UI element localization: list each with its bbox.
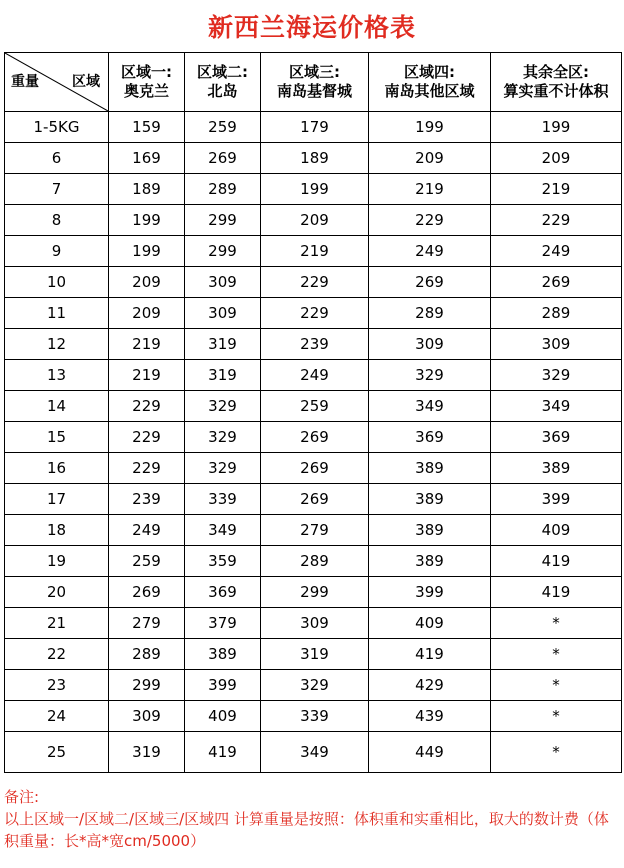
cell-zone-2: 269 xyxy=(185,143,261,174)
cell-weight: 9 xyxy=(5,236,109,267)
cell-other-zones: * xyxy=(491,701,622,732)
cell-zone-4: 309 xyxy=(369,329,491,360)
cell-zone-1: 219 xyxy=(109,360,185,391)
table-body xyxy=(5,112,622,773)
notes-label: 备注: xyxy=(4,788,40,806)
cell-zone-2: 319 xyxy=(185,360,261,391)
table-row xyxy=(5,670,622,701)
cell-zone-1: 249 xyxy=(109,515,185,546)
cell-other-zones: 269 xyxy=(491,267,622,298)
table-row xyxy=(5,267,622,298)
cell-zone-4: 389 xyxy=(369,515,491,546)
cell-zone-4: 199 xyxy=(369,112,491,143)
cell-weight: 15 xyxy=(5,422,109,453)
cell-weight: 12 xyxy=(5,329,109,360)
table-row xyxy=(5,329,622,360)
table-row xyxy=(5,174,622,205)
cell-zone-4: 229 xyxy=(369,205,491,236)
table-row xyxy=(5,422,622,453)
cell-other-zones: 209 xyxy=(491,143,622,174)
cell-zone-1: 299 xyxy=(109,670,185,701)
cell-zone-1: 229 xyxy=(109,453,185,484)
cell-zone-2: 329 xyxy=(185,391,261,422)
table-row xyxy=(5,205,622,236)
cell-zone-2: 329 xyxy=(185,422,261,453)
cell-zone-2: 389 xyxy=(185,639,261,670)
cell-zone-4: 439 xyxy=(369,701,491,732)
cell-weight: 16 xyxy=(5,453,109,484)
cell-zone-4: 389 xyxy=(369,453,491,484)
corner-label-zone: 区域 xyxy=(72,74,100,90)
cell-zone-2: 419 xyxy=(185,732,261,773)
cell-zone-2: 309 xyxy=(185,298,261,329)
cell-zone-3: 179 xyxy=(261,112,369,143)
cell-other-zones: * xyxy=(491,608,622,639)
cell-zone-3: 239 xyxy=(261,329,369,360)
cell-zone-2: 359 xyxy=(185,546,261,577)
cell-zone-2: 379 xyxy=(185,608,261,639)
cell-other-zones: 249 xyxy=(491,236,622,267)
cell-zone-1: 169 xyxy=(109,143,185,174)
cell-zone-3: 209 xyxy=(261,205,369,236)
header-zone-1: 区域一: 奥克兰 xyxy=(109,53,185,112)
cell-weight: 21 xyxy=(5,608,109,639)
cell-weight: 22 xyxy=(5,639,109,670)
cell-weight: 14 xyxy=(5,391,109,422)
table-row xyxy=(5,577,622,608)
page-title: 新西兰海运价格表 xyxy=(207,13,416,42)
cell-other-zones: 389 xyxy=(491,453,622,484)
cell-weight: 23 xyxy=(5,670,109,701)
cell-zone-3: 219 xyxy=(261,236,369,267)
cell-other-zones: * xyxy=(491,732,622,773)
cell-zone-4: 389 xyxy=(369,546,491,577)
cell-zone-2: 339 xyxy=(185,484,261,515)
cell-zone-2: 309 xyxy=(185,267,261,298)
cell-zone-2: 289 xyxy=(185,174,261,205)
notes xyxy=(4,786,622,852)
notes-text: 以上区域一/区域二/区域三/区域四 计算重量是按照：体积重和实重相比，取大的数计费（体积重量：长*高*宽cm/5000） xyxy=(4,810,609,850)
cell-zone-3: 199 xyxy=(261,174,369,205)
table-row xyxy=(5,608,622,639)
cell-zone-3: 349 xyxy=(261,732,369,773)
corner-label-weight: 重量 xyxy=(11,74,39,90)
table-row xyxy=(5,298,622,329)
cell-zone-1: 269 xyxy=(109,577,185,608)
cell-zone-2: 409 xyxy=(185,701,261,732)
cell-zone-3: 279 xyxy=(261,515,369,546)
cell-weight: 17 xyxy=(5,484,109,515)
cell-other-zones: 199 xyxy=(491,112,622,143)
cell-weight: 13 xyxy=(5,360,109,391)
cell-other-zones: 349 xyxy=(491,391,622,422)
table-row xyxy=(5,515,622,546)
cell-other-zones: 369 xyxy=(491,422,622,453)
cell-zone-1: 289 xyxy=(109,639,185,670)
cell-zone-4: 219 xyxy=(369,174,491,205)
cell-zone-1: 239 xyxy=(109,484,185,515)
cell-other-zones: * xyxy=(491,670,622,701)
cell-zone-2: 369 xyxy=(185,577,261,608)
cell-weight: 1-5KG xyxy=(5,112,109,143)
header-zone-4: 区域四: 南岛其他区域 xyxy=(369,53,491,112)
cell-zone-1: 229 xyxy=(109,422,185,453)
cell-zone-4: 409 xyxy=(369,608,491,639)
header-zone-2: 区域二: 北岛 xyxy=(185,53,261,112)
cell-weight: 20 xyxy=(5,577,109,608)
cell-other-zones: 419 xyxy=(491,546,622,577)
cell-zone-3: 329 xyxy=(261,670,369,701)
table-row xyxy=(5,391,622,422)
cell-zone-1: 159 xyxy=(109,112,185,143)
cell-zone-4: 209 xyxy=(369,143,491,174)
cell-other-zones: 289 xyxy=(491,298,622,329)
table-row xyxy=(5,143,622,174)
table-header-row xyxy=(5,53,622,112)
cell-zone-4: 429 xyxy=(369,670,491,701)
header-zone-3: 区域三: 南岛基督城 xyxy=(261,53,369,112)
cell-zone-1: 199 xyxy=(109,205,185,236)
table-row xyxy=(5,112,622,143)
table-row xyxy=(5,701,622,732)
cell-zone-3: 269 xyxy=(261,453,369,484)
table-row xyxy=(5,484,622,515)
cell-zone-4: 389 xyxy=(369,484,491,515)
cell-zone-2: 319 xyxy=(185,329,261,360)
cell-zone-4: 419 xyxy=(369,639,491,670)
corner-header xyxy=(5,53,109,112)
cell-zone-4: 269 xyxy=(369,267,491,298)
table-row xyxy=(5,236,622,267)
cell-weight: 7 xyxy=(5,174,109,205)
cell-zone-1: 309 xyxy=(109,701,185,732)
cell-zone-2: 299 xyxy=(185,236,261,267)
price-table xyxy=(4,52,622,773)
cell-weight: 25 xyxy=(5,732,109,773)
table-row xyxy=(5,639,622,670)
cell-zone-4: 369 xyxy=(369,422,491,453)
cell-zone-4: 289 xyxy=(369,298,491,329)
cell-zone-1: 199 xyxy=(109,236,185,267)
table-row xyxy=(5,360,622,391)
cell-zone-3: 189 xyxy=(261,143,369,174)
cell-zone-1: 209 xyxy=(109,267,185,298)
cell-zone-2: 349 xyxy=(185,515,261,546)
cell-weight: 24 xyxy=(5,701,109,732)
cell-zone-3: 269 xyxy=(261,484,369,515)
table-row xyxy=(5,453,622,484)
cell-zone-3: 229 xyxy=(261,298,369,329)
cell-weight: 6 xyxy=(5,143,109,174)
cell-zone-3: 289 xyxy=(261,546,369,577)
cell-other-zones: 219 xyxy=(491,174,622,205)
cell-zone-3: 259 xyxy=(261,391,369,422)
cell-other-zones: 409 xyxy=(491,515,622,546)
cell-weight: 11 xyxy=(5,298,109,329)
cell-zone-1: 279 xyxy=(109,608,185,639)
cell-other-zones: 419 xyxy=(491,577,622,608)
cell-zone-1: 229 xyxy=(109,391,185,422)
cell-other-zones: * xyxy=(491,639,622,670)
cell-zone-3: 229 xyxy=(261,267,369,298)
cell-zone-1: 209 xyxy=(109,298,185,329)
cell-zone-4: 249 xyxy=(369,236,491,267)
cell-other-zones: 399 xyxy=(491,484,622,515)
cell-zone-4: 349 xyxy=(369,391,491,422)
cell-zone-4: 449 xyxy=(369,732,491,773)
cell-zone-3: 299 xyxy=(261,577,369,608)
cell-zone-3: 319 xyxy=(261,639,369,670)
cell-weight: 19 xyxy=(5,546,109,577)
cell-zone-3: 309 xyxy=(261,608,369,639)
cell-zone-4: 399 xyxy=(369,577,491,608)
cell-other-zones: 309 xyxy=(491,329,622,360)
table-row xyxy=(5,732,622,773)
cell-zone-1: 219 xyxy=(109,329,185,360)
table-row xyxy=(5,546,622,577)
cell-other-zones: 229 xyxy=(491,205,622,236)
cell-zone-4: 329 xyxy=(369,360,491,391)
cell-zone-3: 339 xyxy=(261,701,369,732)
cell-zone-1: 189 xyxy=(109,174,185,205)
cell-zone-3: 269 xyxy=(261,422,369,453)
cell-weight: 8 xyxy=(5,205,109,236)
cell-zone-1: 319 xyxy=(109,732,185,773)
cell-weight: 10 xyxy=(5,267,109,298)
cell-zone-1: 259 xyxy=(109,546,185,577)
cell-zone-2: 399 xyxy=(185,670,261,701)
cell-zone-2: 299 xyxy=(185,205,261,236)
cell-weight: 18 xyxy=(5,515,109,546)
header-other-zones: 其余全区: 算实重不计体积 xyxy=(491,53,622,112)
cell-zone-3: 249 xyxy=(261,360,369,391)
cell-other-zones: 329 xyxy=(491,360,622,391)
cell-zone-2: 329 xyxy=(185,453,261,484)
cell-zone-2: 259 xyxy=(185,112,261,143)
